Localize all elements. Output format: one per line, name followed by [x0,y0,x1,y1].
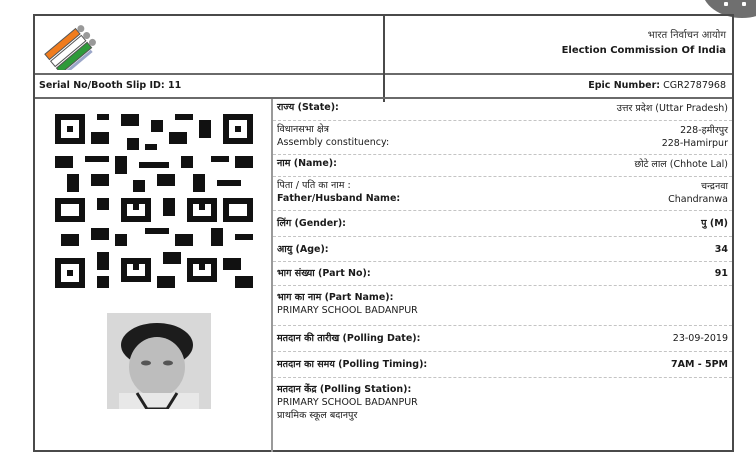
slip-header [35,16,732,75]
qr-code-icon [55,113,253,289]
field-value: 228-हमीरपुर [680,125,728,136]
field-label: भाग संख्या (Part No): [277,268,371,279]
org-title [562,28,726,58]
field-part-no [273,262,732,286]
field-value: चन्द्रनवा [700,181,728,192]
id-row [35,75,732,99]
field-value: उत्तर प्रदेश (Uttar Pradesh) [616,103,728,114]
field-subvalue: Chandranwa [668,194,728,205]
field-value: पु (M) [701,218,728,229]
epic-value: CGR2787968 [663,80,726,91]
serial-number: Serial No/Booth Slip ID: 11 [39,80,182,91]
field-polling-station [273,378,732,428]
field-label: लिंग (Gender): [277,218,346,229]
field-name [273,155,732,177]
field-sublabel: Father/Husband Name: [277,193,401,204]
field-sublabel: PRIMARY SCHOOL BADANPUR [277,397,418,408]
field-value: 23-09-2019 [672,333,728,344]
field-value: 91 [714,268,728,279]
field-father-name [273,177,732,211]
field-value: 34 [714,244,728,255]
dot-icon [724,2,728,6]
epic-label: Epic Number: [588,80,661,91]
field-polling-timing [273,352,732,378]
field-assembly [273,121,732,155]
field-sublabel: Assembly constituency: [277,137,390,148]
field-label: आयु (Age): [277,244,329,255]
field-polling-date [273,326,732,352]
field-sublabel-hindi: प्राथमिक स्कूल बदानपुर [277,410,358,421]
epic-number [588,80,726,91]
field-state [273,99,732,121]
field-label: नाम (Name): [277,158,337,169]
voter-slip-card [33,14,734,452]
field-label: विधानसभा क्षेत्र [277,124,329,135]
field-value: छोटे लाल (Chhote Lal) [634,159,728,170]
field-age [273,237,732,262]
voter-details [273,99,732,428]
eci-ballot-logo-icon [41,20,101,70]
field-label: भाग का नाम (Part Name): [277,292,394,303]
field-label: पिता / पति का नाम : [277,180,351,191]
field-subvalue: 228-Hamirpur [661,138,728,149]
dot-icon [742,2,746,6]
left-column [35,99,273,452]
field-label: राज्य (State): [277,102,339,113]
field-label: मतदान का समय (Polling Timing): [277,359,428,370]
field-label: मतदान की तारीख (Polling Date): [277,333,421,344]
field-gender [273,211,732,237]
voter-photo [103,311,211,409]
field-part-name [273,286,732,326]
field-value: 7AM - 5PM [671,359,728,370]
field-label: मतदान केंद्र (Polling Station): [277,384,412,395]
field-sublabel: PRIMARY SCHOOL BADANPUR [277,305,418,316]
org-title-english: Election Commission Of India [561,45,726,56]
org-title-hindi: भारत निर्वाचन आयोग [647,30,726,41]
